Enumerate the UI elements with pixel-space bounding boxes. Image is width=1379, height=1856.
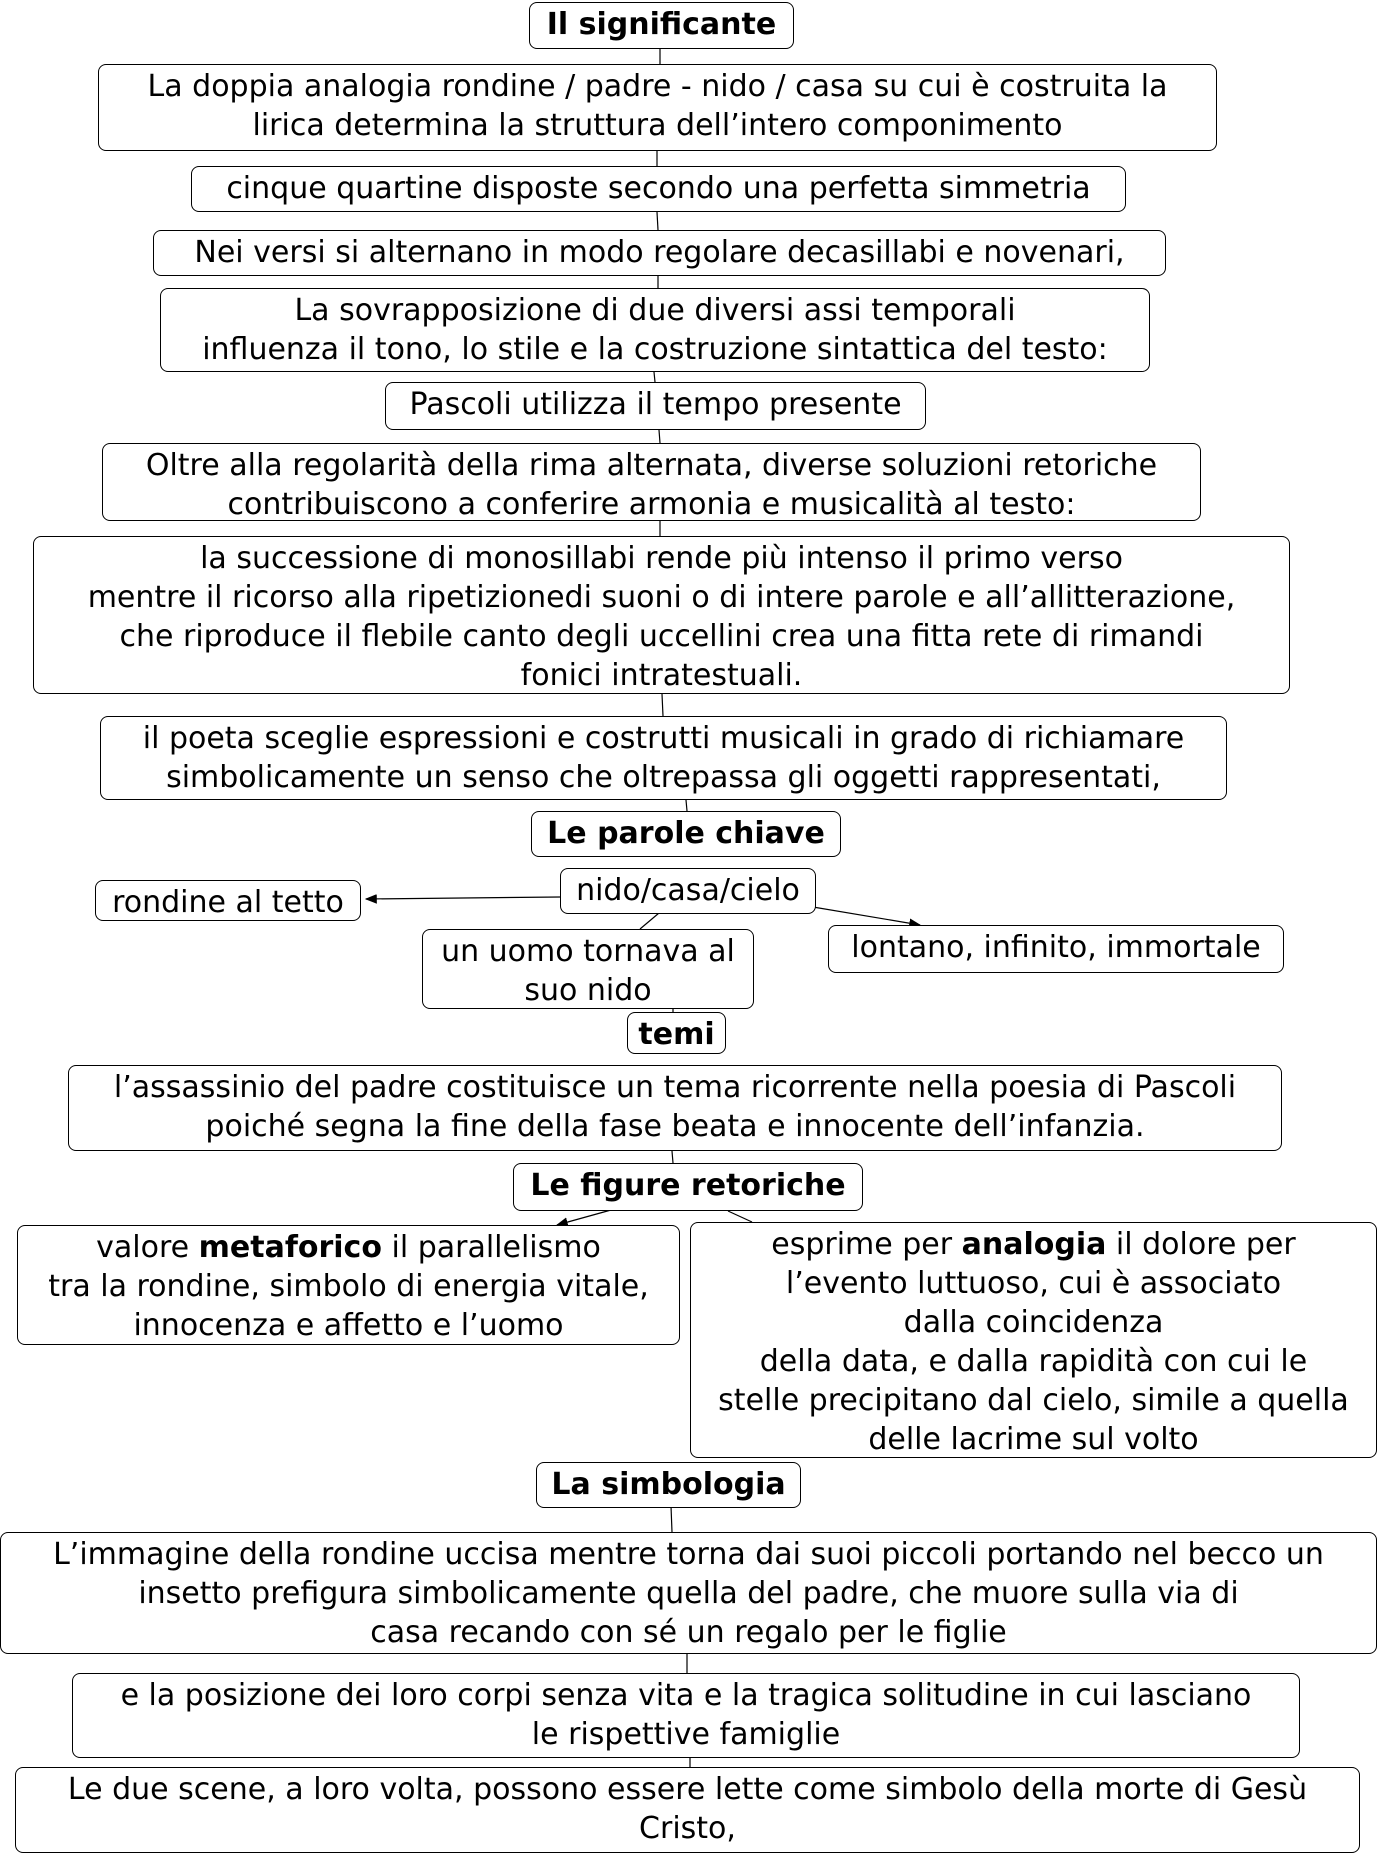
node-assassinio-padre [68, 1065, 1282, 1151]
node-line: Pascoli utilizza il tempo presente [409, 387, 902, 422]
text-fragment: il parallelismo [381, 1230, 601, 1265]
node-line: La sovrapposizione di due diversi assi temporali [294, 293, 1016, 328]
node-line: simbolicamente un senso che oltrepassa gli oggetti rappresentati, [166, 760, 1161, 795]
node-line: un uomo tornava al [441, 934, 735, 969]
node-line: le rispettive famiglie [531, 1717, 841, 1752]
node-due-scene [15, 1767, 1360, 1853]
node-line: insetto prefigura simbolicamente quella del padre, che muore sulla via di [138, 1576, 1239, 1611]
keyword-analogia: analogia [961, 1227, 1107, 1262]
title-simbologia: La simbologia [536, 1462, 801, 1508]
node-line: che riproduce il flebile canto degli uccellini crea una fitta rete di rimandi [119, 619, 1204, 654]
node-posizione-corpi [72, 1673, 1300, 1758]
node-line: delle lacrime sul volto [868, 1422, 1199, 1457]
node-monosillabi [33, 536, 1290, 694]
node-immagine-rondine [0, 1532, 1377, 1654]
text-fragment: il dolore per [1106, 1227, 1296, 1262]
node-lontano-infinito: lontano, infinito, immortale [828, 925, 1284, 973]
node-line [24, 1228, 673, 1267]
node-tempo-presente [385, 382, 926, 430]
node-line: dalla coincidenza [903, 1305, 1164, 1340]
node-versi-alternano [153, 230, 1166, 276]
node-line: casa recando con sé un regalo per le figlie [370, 1615, 1007, 1650]
node-line: il poeta sceglie espressioni e costrutti musicali in grado di richiamare [142, 721, 1185, 756]
node-line: influenza il tono, lo stile e la costruzione sintattica del testo: [202, 332, 1108, 367]
node-line: contribuiscono a conferire armonia e musicalità al testo: [227, 487, 1076, 522]
node-line: Le due scene, a loro volta, possono essere lette come simbolo della morte di Gesù [67, 1772, 1308, 1807]
node-cinque-quartine [191, 166, 1126, 212]
node-rima-alternata [102, 443, 1201, 521]
node-line: innocenza e affetto e l’uomo [133, 1308, 564, 1343]
node-uomo-tornava [422, 929, 754, 1009]
node-line: lirica determina la struttura dell’intero componimento [252, 108, 1063, 143]
node-line: fonici intratestuali. [520, 658, 803, 693]
text-fragment: valore [96, 1230, 199, 1265]
node-line: la successione di monosillabi rende più intenso il primo verso [200, 541, 1123, 576]
title-il-significante: Il significante [529, 2, 794, 49]
node-line: l’assassinio del padre costituisce un tema ricorrente nella poesia di Pascoli [113, 1070, 1237, 1105]
node-line: mentre il ricorso alla ripetizionedi suoni o di intere parole e all’allitterazione, [87, 580, 1236, 615]
node-line: della data, e dalla rapidità con cui le [759, 1344, 1308, 1379]
node-nido-casa-cielo: nido/casa/cielo [560, 868, 816, 914]
node-valore-metaforico [17, 1225, 680, 1345]
keyword-metaforico: metaforico [198, 1230, 382, 1265]
node-costrutti-musicali [100, 716, 1227, 800]
node-line: Cristo, [639, 1811, 736, 1846]
text-fragment: esprime per [771, 1227, 962, 1262]
node-line: suo nido [524, 973, 652, 1008]
node-doppia-analogia [98, 64, 1217, 151]
node-line: La doppia analogia rondine / padre - nido / casa su cui è costruita la [147, 69, 1168, 104]
node-line: stelle precipitano dal cielo, simile a quella [718, 1383, 1349, 1418]
node-line: L’immagine della rondine uccisa mentre torna dai suoi piccoli portando nel becco un [53, 1537, 1324, 1572]
node-line: Nei versi si alternano in modo regolare decasillabi e novenari, [194, 235, 1125, 270]
title-temi: temi [627, 1012, 726, 1054]
node-line: poiché segna la fine della fase beata e innocente dell’infanzia. [205, 1109, 1145, 1144]
node-line: cinque quartine disposte secondo una perfetta simmetria [226, 171, 1091, 206]
node-line: e la posizione dei loro corpi senza vita e la tragica solitudine in cui lasciano [120, 1678, 1252, 1713]
node-line [697, 1225, 1370, 1264]
title-parole-chiave: Le parole chiave [531, 811, 841, 857]
node-line: Oltre alla regolarità della rima alternata, diverse soluzioni retoriche [145, 448, 1158, 483]
node-line: tra la rondine, simbolo di energia vitale, [48, 1269, 649, 1304]
title-figure-retoriche: Le figure retoriche [513, 1163, 863, 1211]
node-rondine-al-tetto: rondine al tetto [95, 880, 361, 921]
node-analogia-dolore [690, 1222, 1377, 1458]
node-line: l’evento luttuoso, cui è associato [785, 1266, 1282, 1301]
node-sovrapposizione [160, 288, 1150, 372]
